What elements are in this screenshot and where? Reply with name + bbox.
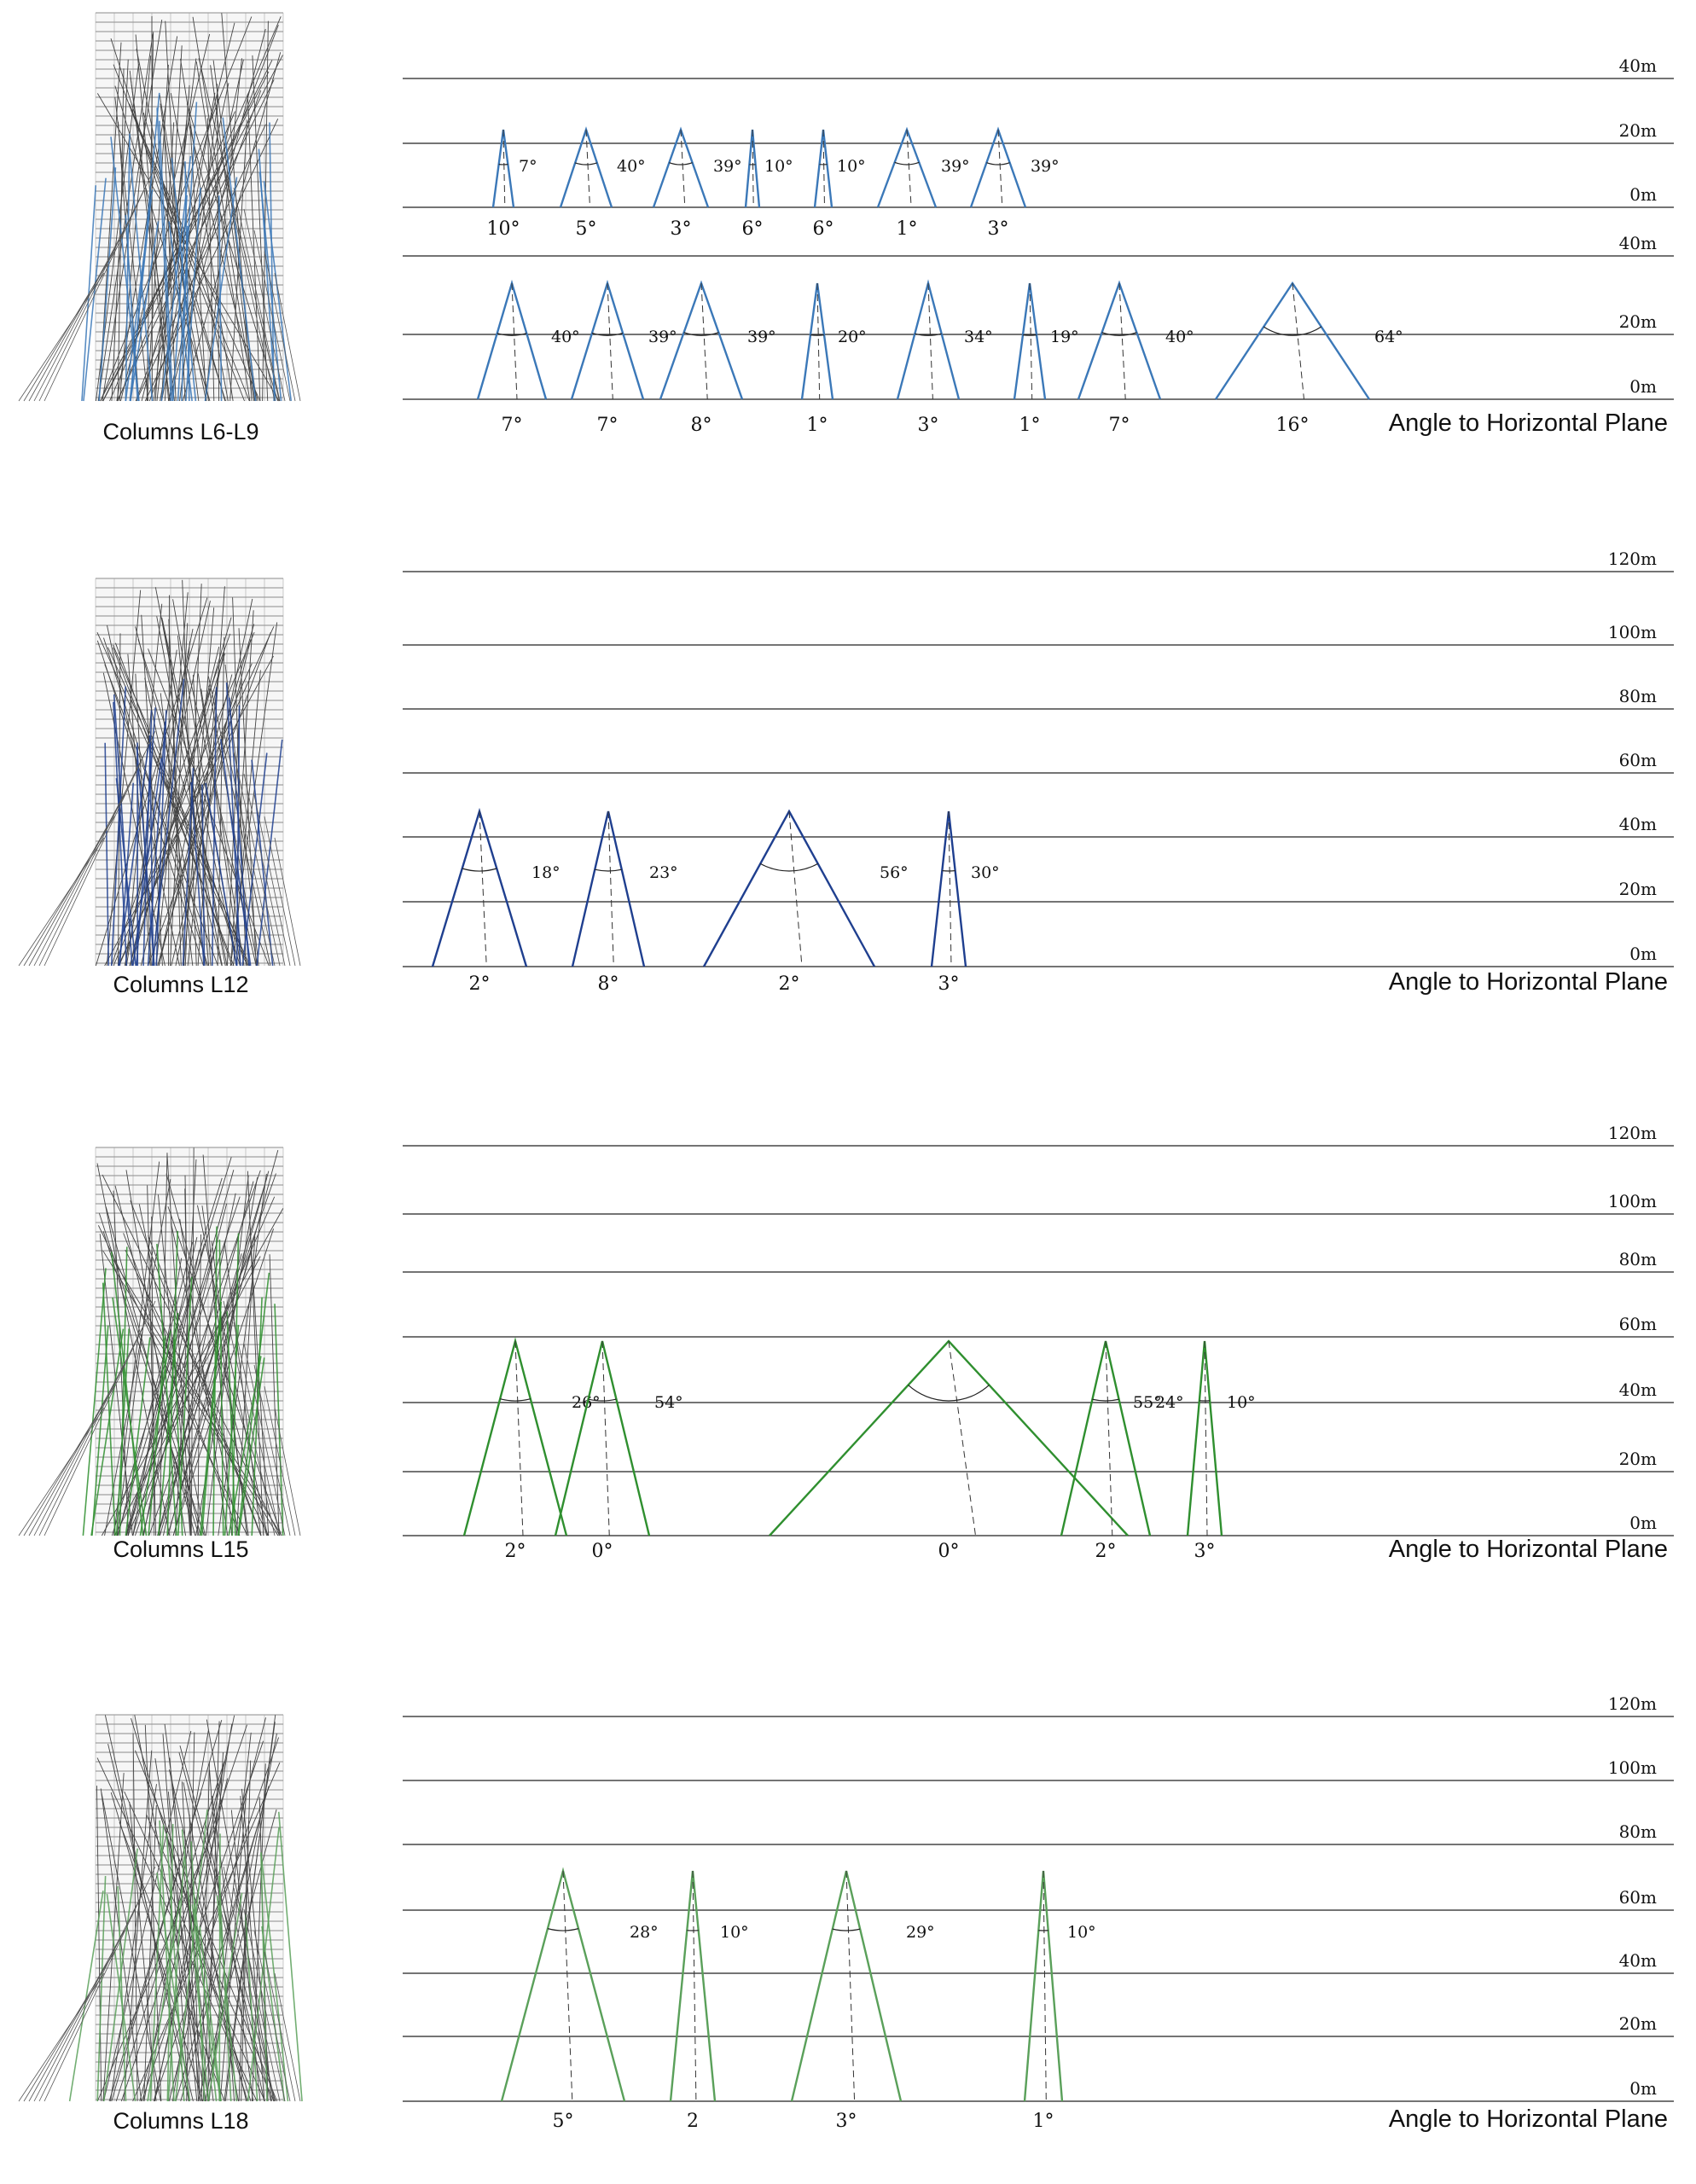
apex-angle-label: 40° [1165,328,1194,347]
element-legs [792,1871,901,2101]
base-angle-label: 16° [1275,415,1310,436]
apex-angle-label: 10° [764,156,793,176]
level-label: 80m [1618,686,1657,706]
level-label: 80m [1618,1821,1657,1842]
angle-element [560,130,646,240]
element-axis [789,811,802,967]
level-label: 60m [1618,1314,1657,1334]
base-angle-label: 2° [1095,1541,1117,1562]
level-label: 80m [1618,1249,1657,1269]
base-angle-label: 3° [670,218,692,240]
apex-angle-label: 26° [572,1393,601,1412]
apex-angle-label: 40° [551,328,580,347]
panel-label: Columns L18 [113,2108,249,2134]
angle-element [487,130,537,240]
panel-4 [19,1693,1674,2134]
base-angle-label: 10° [486,218,520,240]
element-axis [846,1871,855,2101]
element-axis [949,1341,976,1536]
angle-element [770,1341,1162,1562]
column-structure-icon [19,1147,300,1536]
angle-element [897,283,993,436]
angle-element [1014,283,1079,436]
level-label: 0m [1629,944,1657,964]
apex-angle-label: 10° [720,1923,749,1942]
apex-angle-label: 18° [531,863,560,882]
angle-element [742,130,793,240]
axis-caption: Angle to Horizontal Plane [1388,968,1668,996]
angle-arc [575,163,597,165]
element-legs [971,130,1025,207]
level-label: 100m [1607,1191,1657,1211]
angle-element [660,283,776,436]
apex-angle-label: 28° [630,1923,659,1942]
level-label: 20m [1618,311,1657,332]
angle-element [572,283,677,436]
level-label: 120m [1607,549,1657,569]
base-angle-label: 3° [917,415,939,436]
element-legs [671,1871,715,2101]
level-label: 40m [1618,1950,1657,1971]
base-angle-label: 6° [812,218,834,240]
level-label: 20m [1618,120,1657,141]
element-legs [478,283,546,399]
angle-element [653,130,742,240]
apex-angle-label: 29° [906,1923,935,1942]
base-angle-label: 7° [1108,415,1130,436]
apex-angle-label: 24° [1155,1393,1184,1412]
column-structure-icon [19,1715,302,2101]
element-legs [653,130,708,207]
base-angle-label: 3° [1194,1541,1216,1562]
icon-highlight-strut [219,1833,220,2101]
apex-angle-label: 39° [941,156,970,176]
level-label: 40m [1618,1380,1657,1400]
apex-angle-label: 10° [837,156,866,176]
element-axis [515,1341,523,1536]
angle-arc [833,1929,860,1931]
angle-arc [669,163,692,165]
angle-arc [986,163,1009,165]
base-angle-label: 7° [596,415,619,436]
level-label: 40m [1618,814,1657,834]
level-label: 120m [1607,1693,1657,1714]
base-angle-label: 8° [690,415,712,436]
level-label: 120m [1607,1123,1657,1143]
apex-angle-label: 10° [1227,1393,1256,1412]
level-label: 0m [1629,184,1657,205]
panel-label: Columns L15 [113,1536,249,1562]
base-angle-label: 0° [938,1541,960,1562]
apex-angle-label: 39° [648,328,677,347]
level-label: 40m [1618,55,1657,76]
level-label: 100m [1607,1757,1657,1778]
element-legs [704,811,874,967]
panel-label: Columns L12 [113,972,249,997]
element-legs [897,283,959,399]
apex-angle-label: 34° [964,328,993,347]
panel-1 [19,13,1674,444]
axis-caption: Angle to Horizontal Plane [1388,1536,1668,1563]
apex-angle-label: 56° [880,863,909,882]
element-axis [1292,283,1304,399]
angle-element [1188,1341,1256,1562]
level-label: 20m [1618,1449,1657,1469]
angle-element [971,130,1060,240]
element-legs [1188,1341,1222,1536]
level-label: 0m [1629,1513,1657,1533]
element-legs [572,811,644,967]
element-legs [560,130,612,207]
apex-angle-label: 64° [1374,328,1403,347]
axis-caption: Angle to Horizontal Plane [1388,2106,1668,2133]
axis-caption: Angle to Horizontal Plane [1388,410,1668,437]
angle-arc [595,869,621,871]
element-legs [464,1341,566,1536]
element-legs [572,283,643,399]
angle-arc [909,1385,990,1401]
panel-3 [19,1123,1674,1563]
panel-2 [19,549,1674,997]
apex-angle-label: 10° [1067,1923,1096,1942]
base-angle-label: 0° [591,1541,613,1562]
angle-element [878,130,970,240]
element-legs [770,1341,1128,1536]
angle-element [464,1341,601,1562]
angle-arc [462,868,497,871]
element-legs [1078,283,1160,399]
angle-element [813,130,866,240]
apex-angle-label: 39° [1031,156,1060,176]
base-angle-label: 6° [741,218,764,240]
base-angle-label: 2° [468,973,491,995]
level-label: 20m [1618,2013,1657,2034]
angle-element [802,283,867,436]
apex-angle-label: 39° [747,328,776,347]
angle-element [478,283,580,436]
angle-element [572,811,678,995]
base-angle-label: 2° [504,1541,526,1562]
base-angle-label: 7° [501,415,523,436]
base-angle-label: 1° [806,415,828,436]
angle-arc [895,162,920,165]
angle-element [932,811,1000,995]
element-legs [878,130,936,207]
angle-element [433,811,560,995]
angle-element [1216,283,1403,436]
apex-angle-label: 7° [519,156,537,176]
level-label: 60m [1618,1887,1657,1908]
base-angle-label: 5° [552,2111,574,2132]
level-label: 0m [1629,2078,1657,2099]
apex-angle-label: 39° [713,156,742,176]
element-axis [602,1341,609,1536]
apex-angle-label: 30° [971,863,1000,882]
element-legs [555,1341,649,1536]
level-label: 0m [1629,376,1657,397]
element-legs [1216,283,1369,399]
angle-arc [1023,335,1037,336]
base-angle-label: 2 [687,2111,699,2132]
base-angle-label: 5° [575,218,597,240]
level-label: 20m [1618,879,1657,899]
angle-element [704,811,909,995]
column-structure-icon [19,578,300,966]
panel-label: Columns L6-L9 [102,419,259,444]
element-legs [1061,1341,1150,1536]
level-label: 40m [1618,233,1657,253]
angle-arc [500,1399,531,1401]
angle-arc [1092,1399,1118,1401]
apex-angle-label: 55° [1133,1393,1162,1412]
level-label: 100m [1607,622,1657,642]
apex-angle-label: 19° [1050,328,1079,347]
element-legs [433,811,526,967]
apex-angle-label: 20° [838,328,867,347]
base-angle-label: 2° [778,973,800,995]
level-label: 60m [1618,750,1657,770]
element-legs [502,1871,624,2101]
apex-angle-label: 40° [617,156,646,176]
element-axis [563,1871,572,2101]
angle-arc [760,863,817,871]
base-angle-label: 3° [938,973,960,995]
base-angle-label: 1° [1032,2111,1054,2132]
base-angle-label: 1° [1019,415,1041,436]
apex-angle-label: 54° [654,1393,683,1412]
apex-angle-label: 23° [649,863,678,882]
base-angle-label: 3° [987,218,1009,240]
angle-arc [548,1929,578,1931]
angle-element [1078,283,1194,436]
base-angle-label: 3° [835,2111,857,2132]
angle-arc [810,335,824,336]
angle-element [555,1341,683,1562]
base-angle-label: 8° [597,973,619,995]
column-structure-icon [19,13,300,401]
base-angle-label: 1° [896,218,918,240]
